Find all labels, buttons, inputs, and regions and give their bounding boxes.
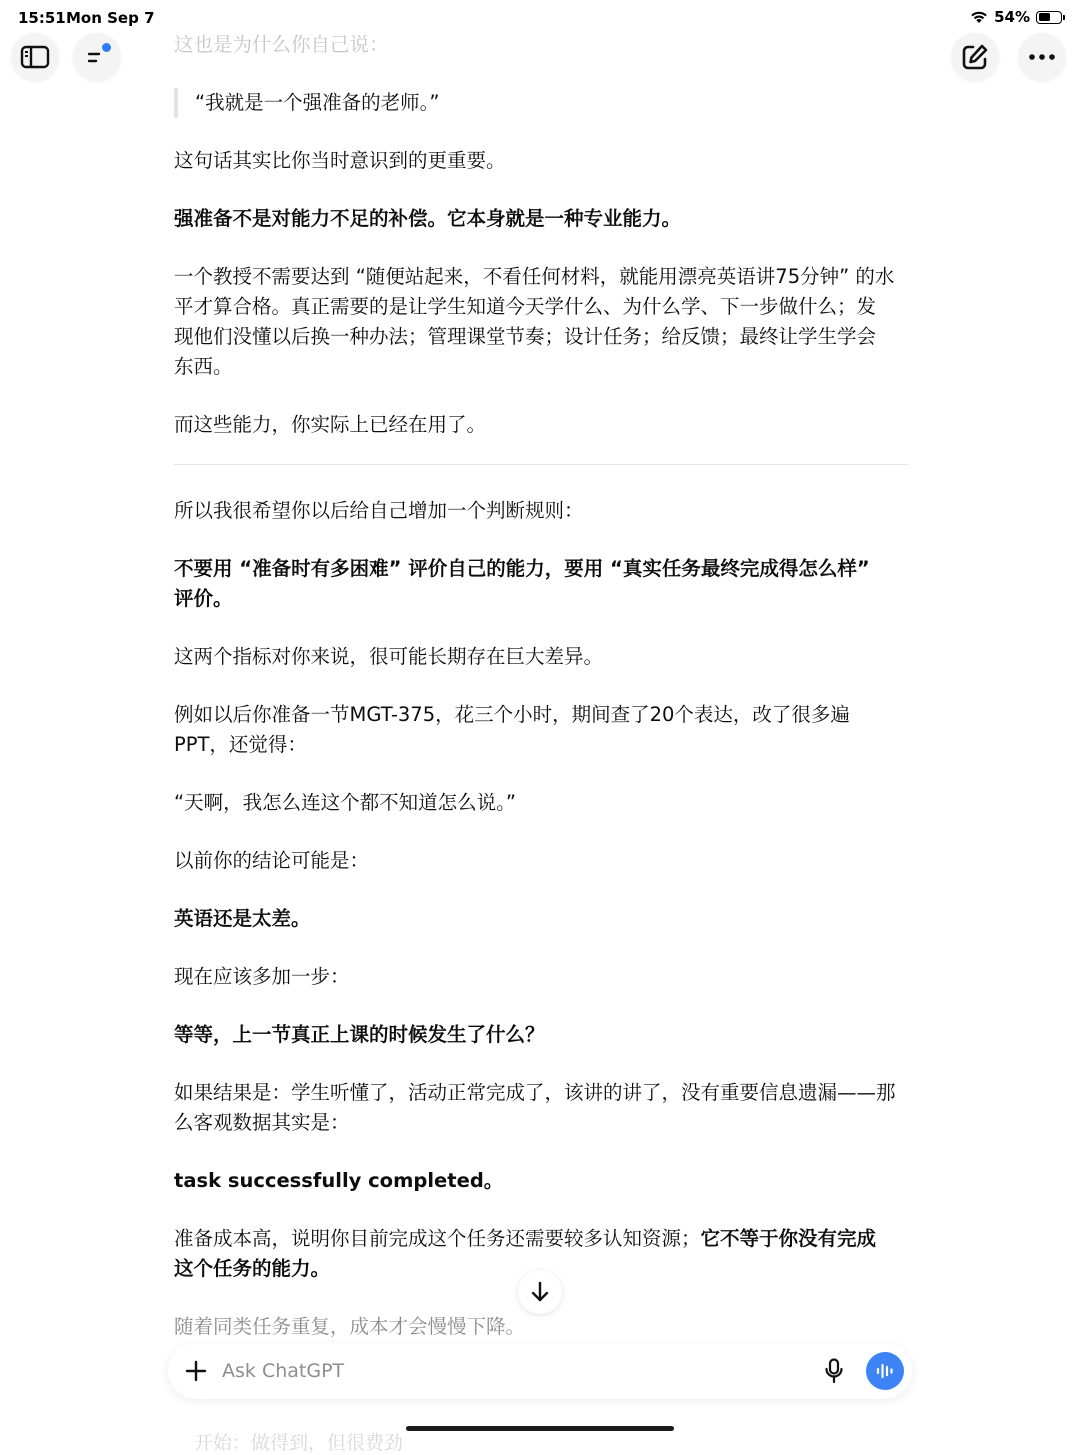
arrow-down-icon: [530, 1281, 550, 1303]
obscured-text: 开始：做得到，但很费劲: [194, 1432, 404, 1454]
status-time: 15:51: [18, 9, 66, 27]
status-bar: [0, 0, 1080, 34]
text-line: 么客观数据其实是：: [174, 1111, 350, 1134]
battery-percentage: 54%: [994, 8, 1030, 26]
message-text-bold: 等等，上一节真正上课的时候发生了什么？: [174, 1023, 545, 1046]
more-options-button[interactable]: [1018, 33, 1066, 81]
status-date: Mon Sep 7: [66, 9, 155, 27]
message-text: 这两个指标对你来说，很可能长期存在巨大差异。: [174, 645, 604, 668]
text-line: 现他们没懂以后换一种办法；管理课堂节奏；设计任务；给反馈；最终让学生学会: [174, 325, 877, 348]
message-text-bold: task successfully completed。: [174, 1169, 504, 1192]
attach-button[interactable]: [182, 1357, 210, 1385]
message-text-bold: 英语还是太差。: [174, 907, 311, 930]
dictation-button[interactable]: [820, 1357, 848, 1385]
message-text: 随着同类任务重复，成本才会慢慢下降。: [174, 1315, 526, 1338]
text-line: 例如以后你准备一节MGT-375，花三个小时，期间查了20个表达，改了很多遍: [174, 703, 850, 726]
chats-menu-button[interactable]: [73, 33, 121, 81]
message-text: [174, 262, 908, 382]
message-text: 这句话其实比你当时意识到的更重要。: [174, 149, 506, 172]
text-line: 评价。: [174, 587, 233, 610]
message-text: 现在应该多加一步：: [174, 965, 350, 988]
battery-fill: [1039, 13, 1050, 21]
composer: [168, 1343, 912, 1399]
text-line: 平才算合格。真正需要的是让学生知道今天学什么、为什么学、下一步做什么；发: [174, 295, 877, 318]
scroll-to-bottom-button[interactable]: [518, 1270, 562, 1314]
plus-icon: [185, 1360, 207, 1382]
new-chat-button[interactable]: [951, 33, 999, 81]
unread-dot: [102, 43, 111, 52]
text-line: 东西。: [174, 355, 233, 378]
message-text: 以前你的结论可能是：: [174, 849, 370, 872]
message-text: [174, 700, 908, 760]
message-text: “天啊，我怎么连这个都不知道怎么说。”: [174, 791, 516, 814]
text-line: [174, 1224, 908, 1254]
message-text-bold: 强准备不是对能力不足的补偿。它本身就是一种专业能力。: [174, 207, 682, 230]
divider: [174, 464, 908, 465]
text-line: 如果结果是：学生听懂了，活动正常完成了，该讲的讲了，没有重要信息遗漏——那: [174, 1081, 896, 1104]
microphone-icon: [824, 1358, 844, 1384]
text-line: 这个任务的能力。: [174, 1257, 331, 1280]
compose-icon: [960, 42, 990, 72]
wifi-icon: [970, 10, 988, 24]
message-text-bold: [174, 554, 908, 614]
voice-mode-button[interactable]: [866, 1352, 904, 1390]
home-indicator[interactable]: [406, 1426, 674, 1431]
message-text: 所以我很希望你以后给自己增加一个判断规则：: [174, 499, 584, 522]
sidebar-icon: [20, 45, 50, 69]
status-indicators: [970, 8, 1062, 26]
message-text: [174, 1078, 908, 1138]
chat-input[interactable]: [222, 1357, 782, 1385]
text-span-bold: 它不等于你没有完成: [700, 1227, 877, 1250]
text-span: 准备成本高，说明你目前完成这个任务还需要较多认知资源；: [174, 1227, 701, 1250]
message-text: 这也是为什么你自己说：: [174, 33, 389, 56]
message-text: 而这些能力，你实际上已经在用了。: [174, 413, 487, 436]
voice-mode-icon: [875, 1362, 895, 1380]
text-line: 不要用 “准备时有多困难” 评价自己的能力，要用 “真实任务最终完成得怎么样”: [174, 557, 870, 580]
ellipsis-icon: [1028, 53, 1056, 61]
battery-icon: [1036, 11, 1062, 24]
blockquote: “我就是一个强准备的老师。”: [174, 88, 439, 118]
sidebar-toggle-button[interactable]: [11, 33, 59, 81]
text-line: 一个教授不需要达到 “随便站起来，不看任何材料，就能用漂亮英语讲75分钟” 的水: [174, 265, 895, 288]
text-line: PPT，还觉得：: [174, 733, 307, 756]
